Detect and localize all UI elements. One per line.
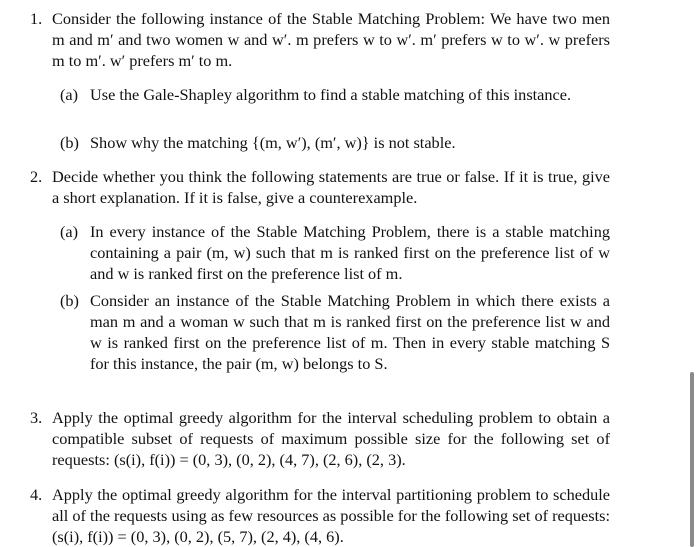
problem-2-part-a	[60, 221, 610, 284]
part-text: Use the Gale-Shapley algorithm to find a stable matching of this instance.	[90, 85, 572, 104]
problem-number: 4.	[30, 485, 43, 504]
problem-text: Consider the following instance of the Stable Matching Problem: We have two men m and m′ and two women w and w′. m prefers w to w′. m′ prefers w to w′. w prefers m to m′. w′ prefers m′ to m.	[52, 9, 610, 70]
problem-2	[30, 166, 610, 208]
problem-number: 1.	[30, 9, 43, 28]
problem-number: 3.	[30, 408, 43, 427]
part-text: Consider an instance of the Stable Matching Problem in which there exists a man m and a woman w such that m is ranked first on the preference list w and w is ranked first on the preference list of m. Then in every stable matching S for this instance, the pair (m, w) belongs to S.	[90, 291, 610, 373]
part-label: (b)	[60, 291, 79, 310]
problem-text: Apply the optimal greedy algorithm for the interval scheduling problem to obtain a compatible subset of requests of maximum possible size for the following set of requests: (s(i), f(i)) = (0, 3), (0, 2), (4, 7), (2, 6), (2, 3).	[52, 408, 610, 469]
problem-2-part-b	[60, 290, 610, 374]
problem-4	[30, 484, 610, 547]
part-text: Show why the matching {(m, w′), (m′, w)} is not stable.	[90, 133, 456, 152]
problem-text: Apply the optimal greedy algorithm for the interval partitioning problem to schedule all of the requests using as few resources as possible for the following set of requests: (s(i), f(i)) = (0, 3), (0, 2), (5, 7), (2, 4), (4, 6).	[52, 485, 610, 546]
part-label: (b)	[60, 133, 79, 152]
problem-1-part-a	[60, 84, 610, 105]
scrollbar-thumb[interactable]	[690, 372, 694, 547]
part-text: In every instance of the Stable Matching Problem, there is a stable matching containing a pair (m, w) such that m is ranked first on the preference list of w and w is ranked first on the preference list of m.	[90, 222, 610, 283]
problem-number: 2.	[30, 167, 43, 186]
problem-1-part-b	[60, 132, 610, 153]
problem-text: Decide whether you think the following statements are true or false. If it is true, give a short explanation. If it is false, give a counterexample.	[52, 167, 610, 207]
problem-3	[30, 407, 610, 470]
part-label: (a)	[60, 222, 79, 241]
problem-1	[30, 8, 610, 71]
part-label: (a)	[60, 85, 79, 104]
